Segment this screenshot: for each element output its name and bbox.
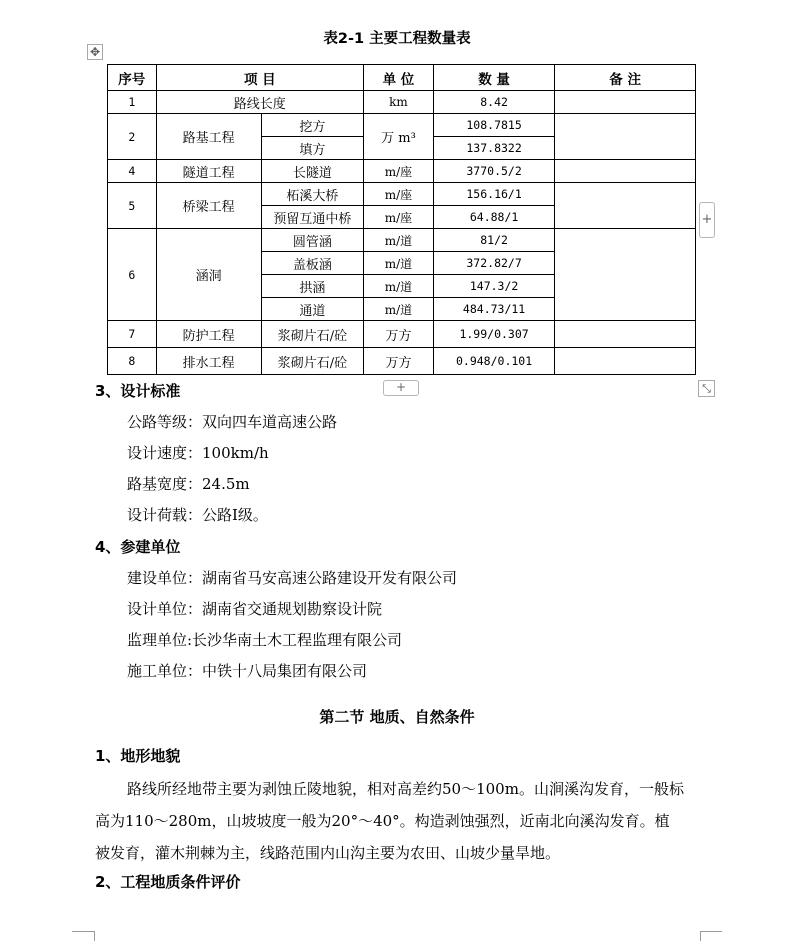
page-margin-mark (700, 931, 722, 944)
cell-qty[interactable]: 147.3/2 (433, 275, 554, 298)
cell-qty[interactable]: 372.82/7 (433, 252, 554, 275)
cell-subitem[interactable]: 长隧道 (261, 160, 363, 183)
cell-unit[interactable]: m/座 (364, 183, 434, 206)
cell-unit[interactable]: m/座 (364, 206, 434, 229)
cell-subitem[interactable]: 挖方 (261, 114, 363, 137)
paragraph-line: 路线所经地带主要为剥蚀丘陵地貌，相对高差约50～100m。山涧溪沟发育，一般标 (127, 780, 684, 798)
quantity-table (107, 64, 696, 375)
page-margin-mark (700, 931, 702, 941)
header-item: 项 目 (156, 65, 363, 91)
cell-item[interactable]: 涵洞 (156, 229, 261, 321)
cell-qty[interactable]: 81/2 (433, 229, 554, 252)
table-move-handle-icon[interactable]: ✥ (87, 44, 103, 60)
cell-seq[interactable]: 7 (108, 321, 157, 348)
cell-qty[interactable]: 64.88/1 (433, 206, 554, 229)
heading-geology: 2、工程地质条件评价 (95, 873, 241, 891)
cell-qty[interactable]: 108.7815 (433, 114, 554, 137)
cell-note[interactable] (555, 348, 696, 375)
table-row (108, 229, 696, 252)
cell-subitem[interactable]: 盖板涵 (261, 252, 363, 275)
header-qty: 数 量 (433, 65, 554, 91)
header-seq: 序号 (108, 65, 157, 91)
cell-qty[interactable]: 8.42 (433, 91, 554, 114)
cell-item[interactable]: 路线长度 (156, 91, 363, 114)
cell-qty[interactable]: 484.73/11 (433, 298, 554, 321)
cell-seq[interactable]: 4 (108, 160, 157, 183)
cell-item[interactable]: 桥梁工程 (156, 183, 261, 229)
cell-seq[interactable]: 6 (108, 229, 157, 321)
paragraph: 公路等级：双向四车道高速公路 (127, 413, 338, 431)
cell-unit[interactable]: m/座 (364, 160, 434, 183)
cell-unit[interactable]: m/道 (364, 252, 434, 275)
cell-subitem[interactable]: 浆砌片石/砼 (261, 321, 363, 348)
table-title: 表2-1 主要工程数量表 (323, 31, 471, 47)
cell-note[interactable] (555, 229, 696, 321)
cell-subitem[interactable]: 预留互通中桥 (261, 206, 363, 229)
table-resize-handle-icon[interactable]: ⤡ (698, 380, 715, 397)
paragraph: 设计单位：湖南省交通规划勘察设计院 (127, 600, 383, 618)
cell-note[interactable] (555, 91, 696, 114)
cell-note[interactable] (555, 183, 696, 229)
table-row (108, 114, 696, 137)
paragraph: 设计速度：100km/h (127, 444, 269, 462)
cell-note[interactable] (555, 114, 696, 160)
cell-seq[interactable]: 5 (108, 183, 157, 229)
cell-seq[interactable]: 2 (108, 114, 157, 160)
cell-unit[interactable]: 万方 (364, 321, 434, 348)
cell-note[interactable] (555, 160, 696, 183)
cell-unit[interactable]: m/道 (364, 298, 434, 321)
paragraph-line: 被发育，灌木荆棘为主，线路范围内山沟主要为农田、山坡少量旱地。 (95, 844, 561, 862)
add-column-button[interactable]: + (699, 202, 715, 238)
heading-design-standards: 3、设计标准 (95, 382, 181, 400)
cell-qty[interactable]: 0.948/0.101 (433, 348, 554, 375)
cell-qty[interactable]: 3770.5/2 (433, 160, 554, 183)
page-margin-mark (94, 931, 96, 941)
paragraph: 监理单位:长沙华南土木工程监理有限公司 (127, 631, 403, 649)
page-margin-mark (72, 931, 94, 944)
cell-subitem[interactable]: 填方 (261, 137, 363, 160)
paragraph: 施工单位：中铁十八局集团有限公司 (127, 662, 368, 680)
cell-note[interactable] (555, 321, 696, 348)
header-note: 备 注 (555, 65, 696, 91)
paragraph-line: 高为110～280m，山坡坡度一般为20°～40°。构造剥蚀强烈，近南北向溪沟发育。植 (95, 812, 670, 830)
cell-item[interactable]: 隧道工程 (156, 160, 261, 183)
table-header-row (108, 65, 696, 91)
cell-unit[interactable]: m/道 (364, 229, 434, 252)
table-row (108, 321, 696, 348)
section-title: 第二节 地质、自然条件 (319, 708, 475, 726)
heading-terrain: 1、地形地貌 (95, 747, 181, 765)
cell-item[interactable]: 排水工程 (156, 348, 261, 375)
cell-subitem[interactable]: 柘溪大桥 (261, 183, 363, 206)
cell-qty[interactable]: 156.16/1 (433, 183, 554, 206)
table-row (108, 160, 696, 183)
table-row (108, 183, 696, 206)
cell-seq[interactable]: 1 (108, 91, 157, 114)
cell-unit[interactable]: 万 m³ (364, 114, 434, 160)
cell-subitem[interactable]: 拱涵 (261, 275, 363, 298)
add-row-button[interactable]: + (383, 380, 419, 396)
cell-qty[interactable]: 137.8322 (433, 137, 554, 160)
cell-unit[interactable]: m/道 (364, 275, 434, 298)
cell-qty[interactable]: 1.99/0.307 (433, 321, 554, 348)
cell-subitem[interactable]: 圆管涵 (261, 229, 363, 252)
table-row (108, 91, 696, 114)
paragraph: 路基宽度：24.5m (127, 475, 250, 493)
paragraph: 建设单位：湖南省马安高速公路建设开发有限公司 (127, 569, 458, 587)
paragraph: 设计荷载：公路Ⅰ级。 (127, 506, 268, 524)
heading-participants: 4、参建单位 (95, 538, 181, 556)
cell-item[interactable]: 防护工程 (156, 321, 261, 348)
cell-unit[interactable]: 万方 (364, 348, 434, 375)
cell-subitem[interactable]: 通道 (261, 298, 363, 321)
cell-unit[interactable]: km (364, 91, 434, 114)
table-row (108, 348, 696, 375)
cell-seq[interactable]: 8 (108, 348, 157, 375)
cell-item[interactable]: 路基工程 (156, 114, 261, 160)
cell-subitem[interactable]: 浆砌片石/砼 (261, 348, 363, 375)
terrain-paragraph (95, 773, 699, 869)
header-unit: 单 位 (364, 65, 434, 91)
